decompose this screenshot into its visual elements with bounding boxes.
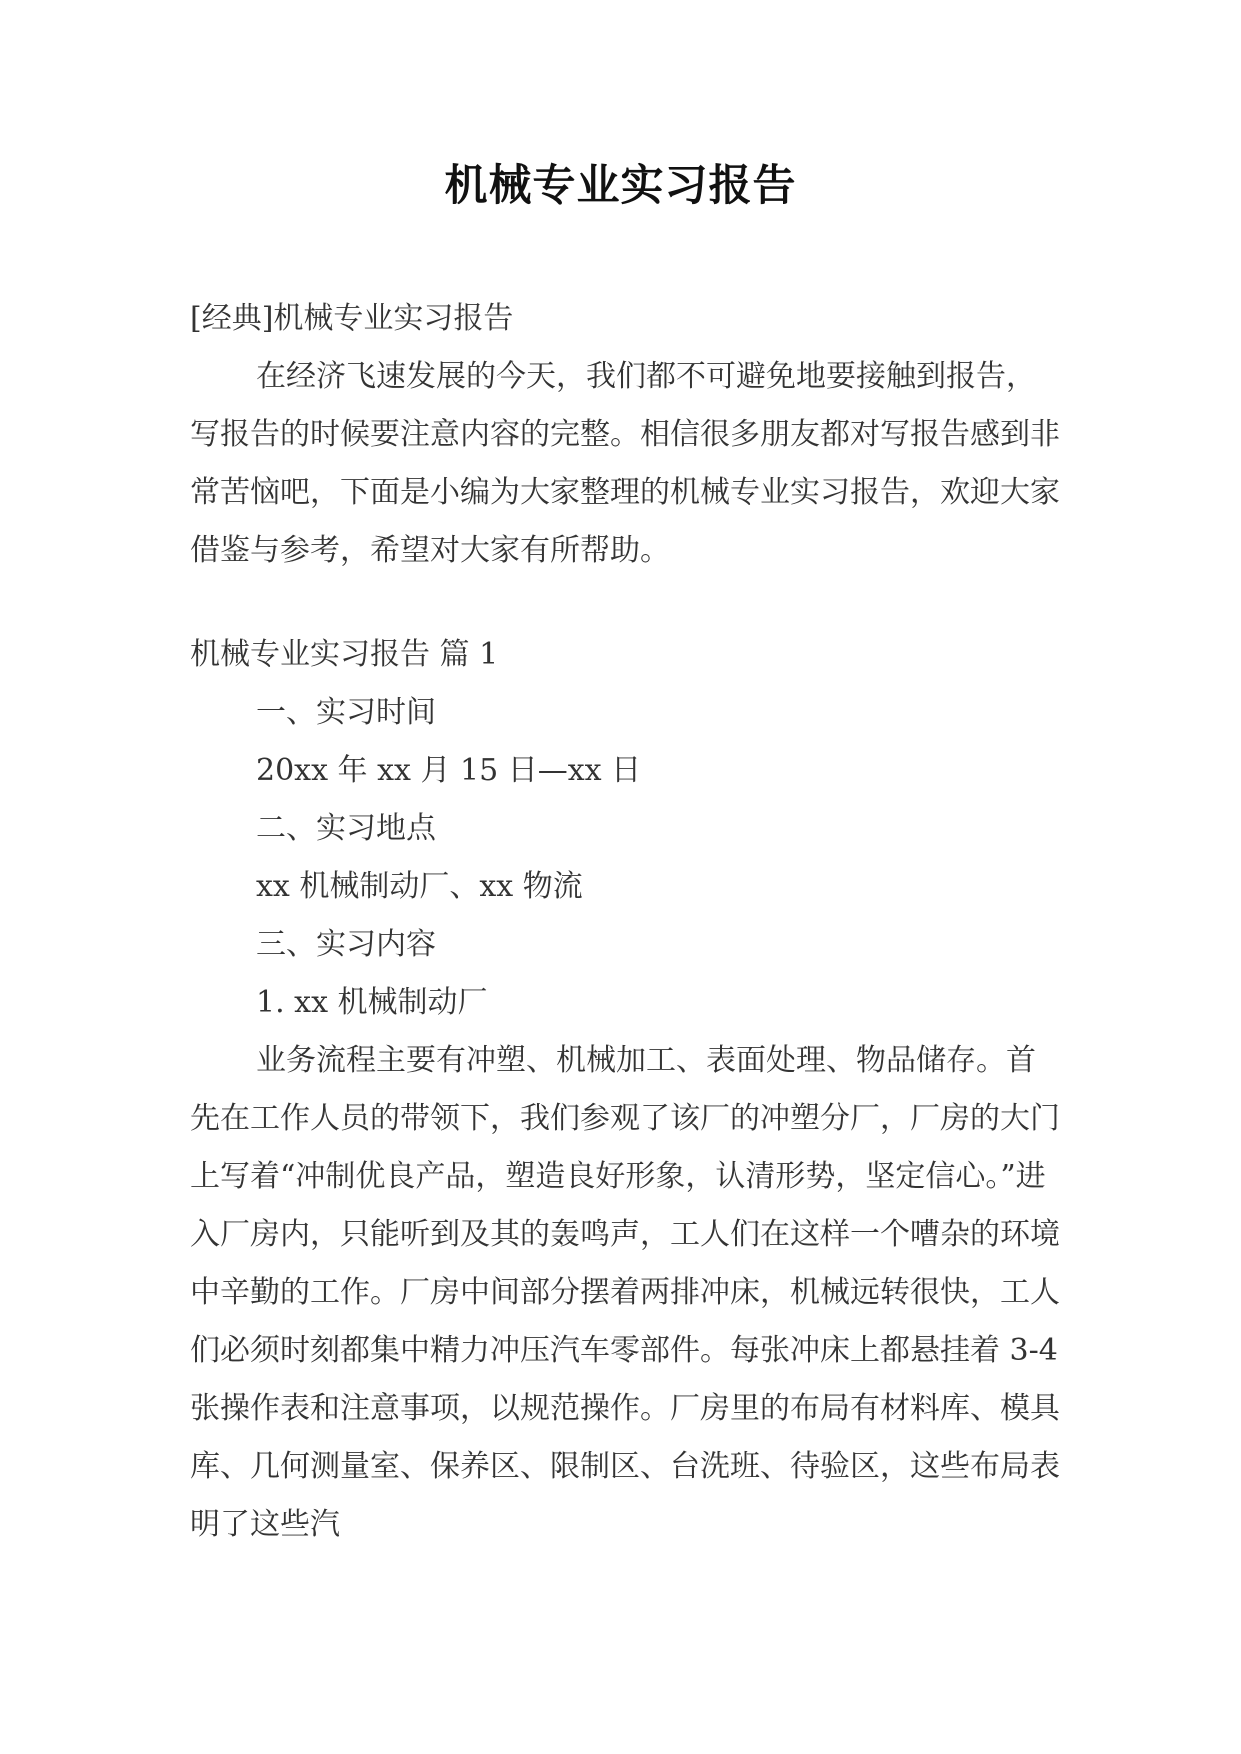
- item-internship-content-heading: 三、实习内容: [256, 927, 436, 962]
- body-paragraph: 业务流程主要有冲塑、机械加工、表面处理、物品储存。首先在工作人员的带领下，我们参观了该厂的冲塑分厂，厂房的大门上写着“冲制优良产品，塑造良好形象，认清形势，坚定信心。”进入厂房内，只能听到及其的轰鸣声，工人们在这样一个嘈杂的环境中辛勤的工作。厂房中间部分摆着两排冲床，机械远转很快，工人们必须时刻都集中精力冲压汽车零部件。每张冲床上都悬挂着 3-4 张操作表和注意事项，以规范操作。厂房里的布局有材料库、模具库、几何测量室、保养区、限制区、台洗班、待验区，这些布局表明了这些汽: [190, 1043, 1060, 1542]
- item-internship-location-value: xx 机械制动厂、xx 物流: [256, 869, 583, 904]
- intro-paragraph: 在经济飞速发展的今天，我们都不可避免地要接触到报告，写报告的时候要注意内容的完整。相信很多朋友都对写报告感到非常苦恼吧，下面是小编为大家整理的机械专业实习报告，欢迎大家借鉴与参考，希望对大家有所帮助。: [190, 359, 1060, 568]
- document-subtitle: [经典]机械专业实习报告: [190, 301, 514, 336]
- item-internship-location-heading: 二、实习地点: [256, 811, 436, 846]
- document-title: 机械专业实习报告: [444, 161, 797, 211]
- document-body: [190, 290, 1060, 1554]
- item-internship-time-heading: 一、实习时间: [256, 695, 436, 730]
- item-subsection-heading: 1. xx 机械制动厂: [256, 985, 488, 1020]
- item-internship-time-value: 20xx 年 xx 月 15 日—xx 日: [256, 753, 642, 788]
- section-heading: 机械专业实习报告 篇 1: [190, 637, 499, 672]
